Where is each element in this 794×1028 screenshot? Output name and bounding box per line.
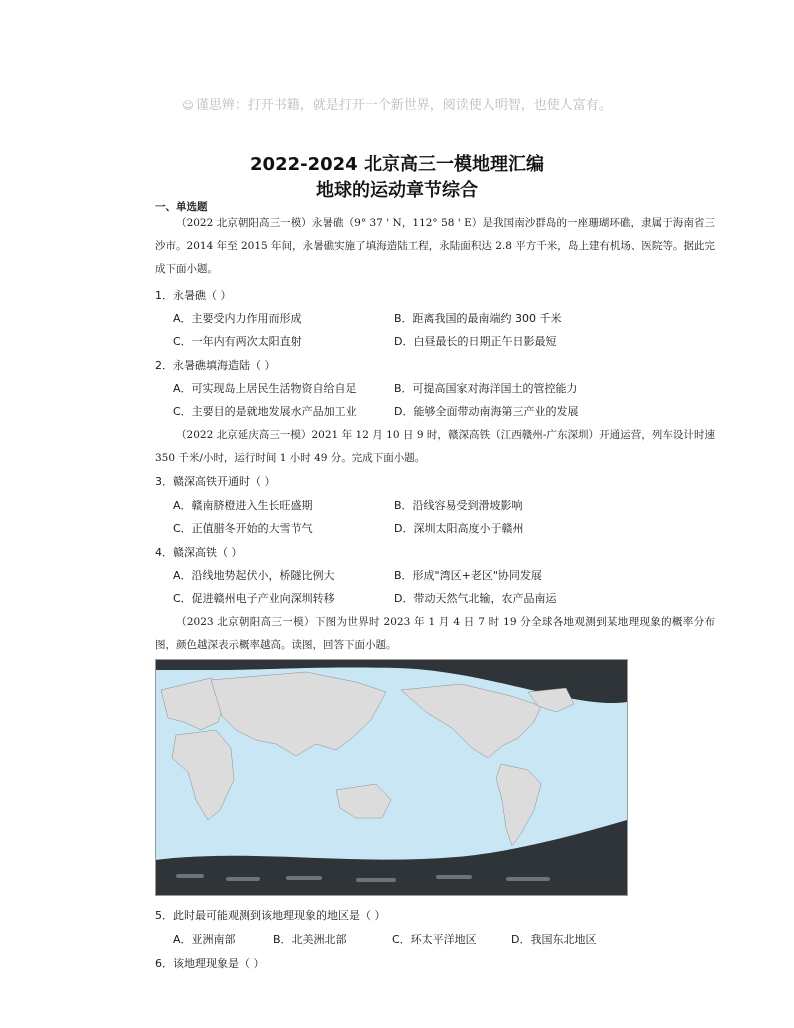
q3-option-b[interactable]: B．沿线容易受到滑坡影响 <box>394 499 523 512</box>
q2-option-a[interactable]: A．可实现岛上居民生活物资自给自足 <box>173 382 357 395</box>
question-3-stem: 3．赣深高铁开通时（ ） <box>155 475 276 488</box>
section-heading: 一、单选题 <box>155 201 208 213</box>
probability-world-map <box>155 659 628 896</box>
passage-2: （2022 北京延庆高三一模）2021 年 12 月 10 日 9 时，赣深高铁（江西赣州-广东深圳）开通运营，列车设计时速 350 千米/小时，运行时间 1 小时 49 分。完成下面小题。 <box>155 429 715 464</box>
q5-option-c[interactable]: C．环太平洋地区 <box>392 933 477 946</box>
q2-option-b[interactable]: B．可提高国家对海洋国土的管控能力 <box>394 382 578 395</box>
q5-option-b[interactable]: B．北美洲北部 <box>273 933 347 946</box>
header-motto <box>0 94 794 113</box>
motto-text: 谨思辨：打开书籍，就是打开一个新世界，阅读使人明智，也使人富有。 <box>195 98 612 113</box>
question-4-stem: 4．赣深高铁（ ） <box>155 546 243 559</box>
q2-option-d[interactable]: D．能够全面带动南海第三产业的发展 <box>394 405 579 418</box>
smile-icon: ☺ <box>182 99 194 112</box>
q1-option-d[interactable]: D．白昼最长的日期正午日影最短 <box>394 335 557 348</box>
passage-1: （2022 北京朝阳高三一模）永暑礁（9° 37 ' N，112° 58 ' E）是我国南沙群岛的一座珊瑚环礁，隶属于海南省三沙市。2014 年至 2015 年间，永暑礁实施了填海造陆工程，永陆面积达 2.8 平方千米，岛上建有机场、医院等。据此完成下面小题。 <box>155 217 715 275</box>
question-1-stem: 1．永暑礁（ ） <box>155 289 232 302</box>
q4-option-d[interactable]: D．带动天然气北输，农产品南运 <box>394 592 557 605</box>
q3-option-c[interactable]: C．正值腊冬开始的大雪节气 <box>173 522 313 535</box>
q3-option-d[interactable]: D．深圳太阳高度小于赣州 <box>394 522 524 535</box>
q4-option-b[interactable]: B．形成"湾区+老区"协同发展 <box>394 569 542 582</box>
q3-option-a[interactable]: A．赣南脐橙进入生长旺盛期 <box>173 499 313 512</box>
page-subtitle: 地球的运动章节综合 <box>316 180 478 201</box>
q2-option-c[interactable]: C．主要目的是就地发展水产品加工业 <box>173 405 357 418</box>
q4-option-a[interactable]: A．沿线地势起伏小，桥隧比例大 <box>173 569 335 582</box>
question-2-stem: 2．永暑礁填海造陆（ ） <box>155 359 276 372</box>
q1-option-a[interactable]: A．主要受内力作用而形成 <box>173 312 302 325</box>
q1-option-b[interactable]: B．距离我国的最南端约 300 千米 <box>394 312 562 325</box>
question-5-stem: 5．此时最可能观测到该地理现象的地区是（ ） <box>155 909 386 922</box>
question-6-stem: 6．该地理现象是（ ） <box>155 957 265 970</box>
q4-option-c[interactable]: C．促进赣州电子产业向深圳转移 <box>173 592 335 605</box>
q1-option-c[interactable]: C．一年内有两次太阳直射 <box>173 335 302 348</box>
q5-option-a[interactable]: A．亚洲南部 <box>173 933 236 946</box>
passage-3: （2023 北京朝阳高三一模）下图为世界时 2023 年 1 月 4 日 7 时 19 分全球各地观测到某地理现象的概率分布图，颜色越深表示概率越高。读图，回答下面小题。 <box>155 616 715 651</box>
page-title: 2022-2024 北京高三一模地理汇编 <box>250 154 544 175</box>
q5-option-d[interactable]: D．我国东北地区 <box>511 933 597 946</box>
